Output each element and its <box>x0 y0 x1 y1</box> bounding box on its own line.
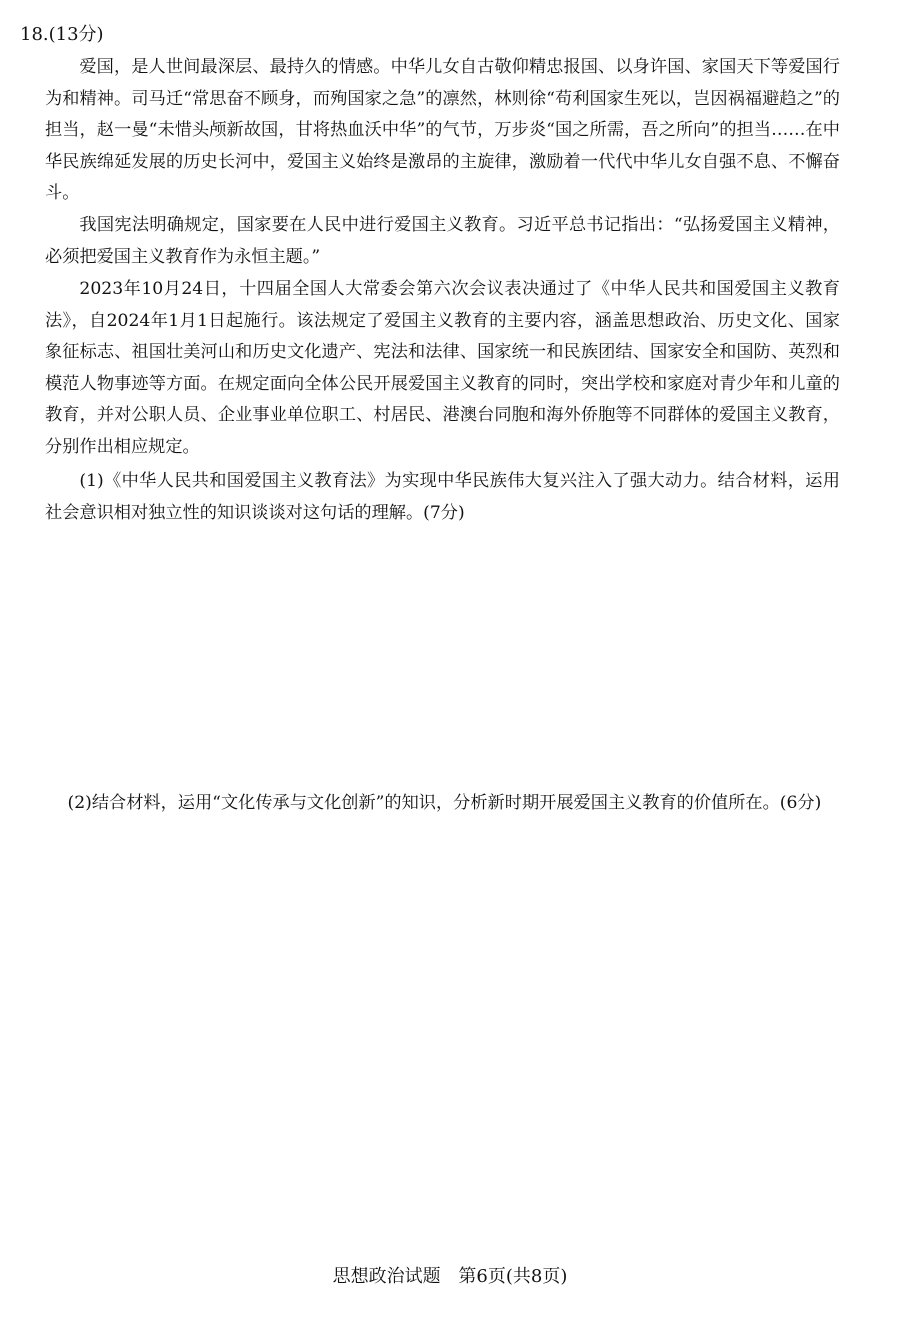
sub-question-1: (1)《中华人民共和国爱国主义教育法》为实现中华民族伟大复兴注入了强大动力。结合材料，运用社会意识相对独立性的知识谈谈对这句话的理解。(7分) <box>45 471 840 523</box>
page-footer <box>0 1264 900 1290</box>
material-paragraph-3: 2023年10月24日，十四届全国人大常委会第六次会议表决通过了《中华人民共和国爱国主义教育法》，自2024年1月1日起施行。该法规定了爱国主义教育的主要内容，涵盖思想政治、历史文化、国家象征标志、祖国壮美河山和历史文化遗产、宪法和法律、国家统一和民族团结、国家安全和国防、英烈和模范人物事迹等方面。在规定面向全体公民开展爱国主义教育的同时，突出学校和家庭对青少年和儿童的教育，并对公职人员、企业事业单位职工、村居民、港澳台同胞和海外侨胞等不同群体的爱国主义教育，分别作出相应规定。 <box>45 279 840 457</box>
footer-page-number: 第6页(共8页) <box>458 1266 568 1287</box>
material-paragraph-1: 爱国，是人世间最深层、最持久的情感。中华儿女自古敬仰精忠报国、以身许国、家国天下等爱国行为和精神。司马迁“常思奋不顾身，而殉国家之急”的凛然，林则徐“苟利国家生死以，岂因祸福避趋之”的担当，赵一曼“未惜头颅新故国，甘将热血沃中华”的气节，万步炎“国之所需，吾之所向”的担当……在中华民族绵延发展的历史长河中，爱国主义始终是激昂的主旋律，激励着一代代中华儿女自强不息、不懈奋斗。 <box>45 57 840 203</box>
sub-question-2: (2)结合材料，运用“文化传承与文化创新”的知识，分析新时期开展爱国主义教育的价值所在。(6分) <box>67 793 822 813</box>
material-paragraph-2: 我国宪法明确规定，国家要在人民中进行爱国主义教育。习近平总书记指出：“弘扬爱国主义精神，必须把爱国主义教育作为永恒主题。” <box>45 215 840 267</box>
footer-subject: 思想政治试题 <box>332 1266 441 1287</box>
question-number: 18.(13分) <box>20 24 104 45</box>
